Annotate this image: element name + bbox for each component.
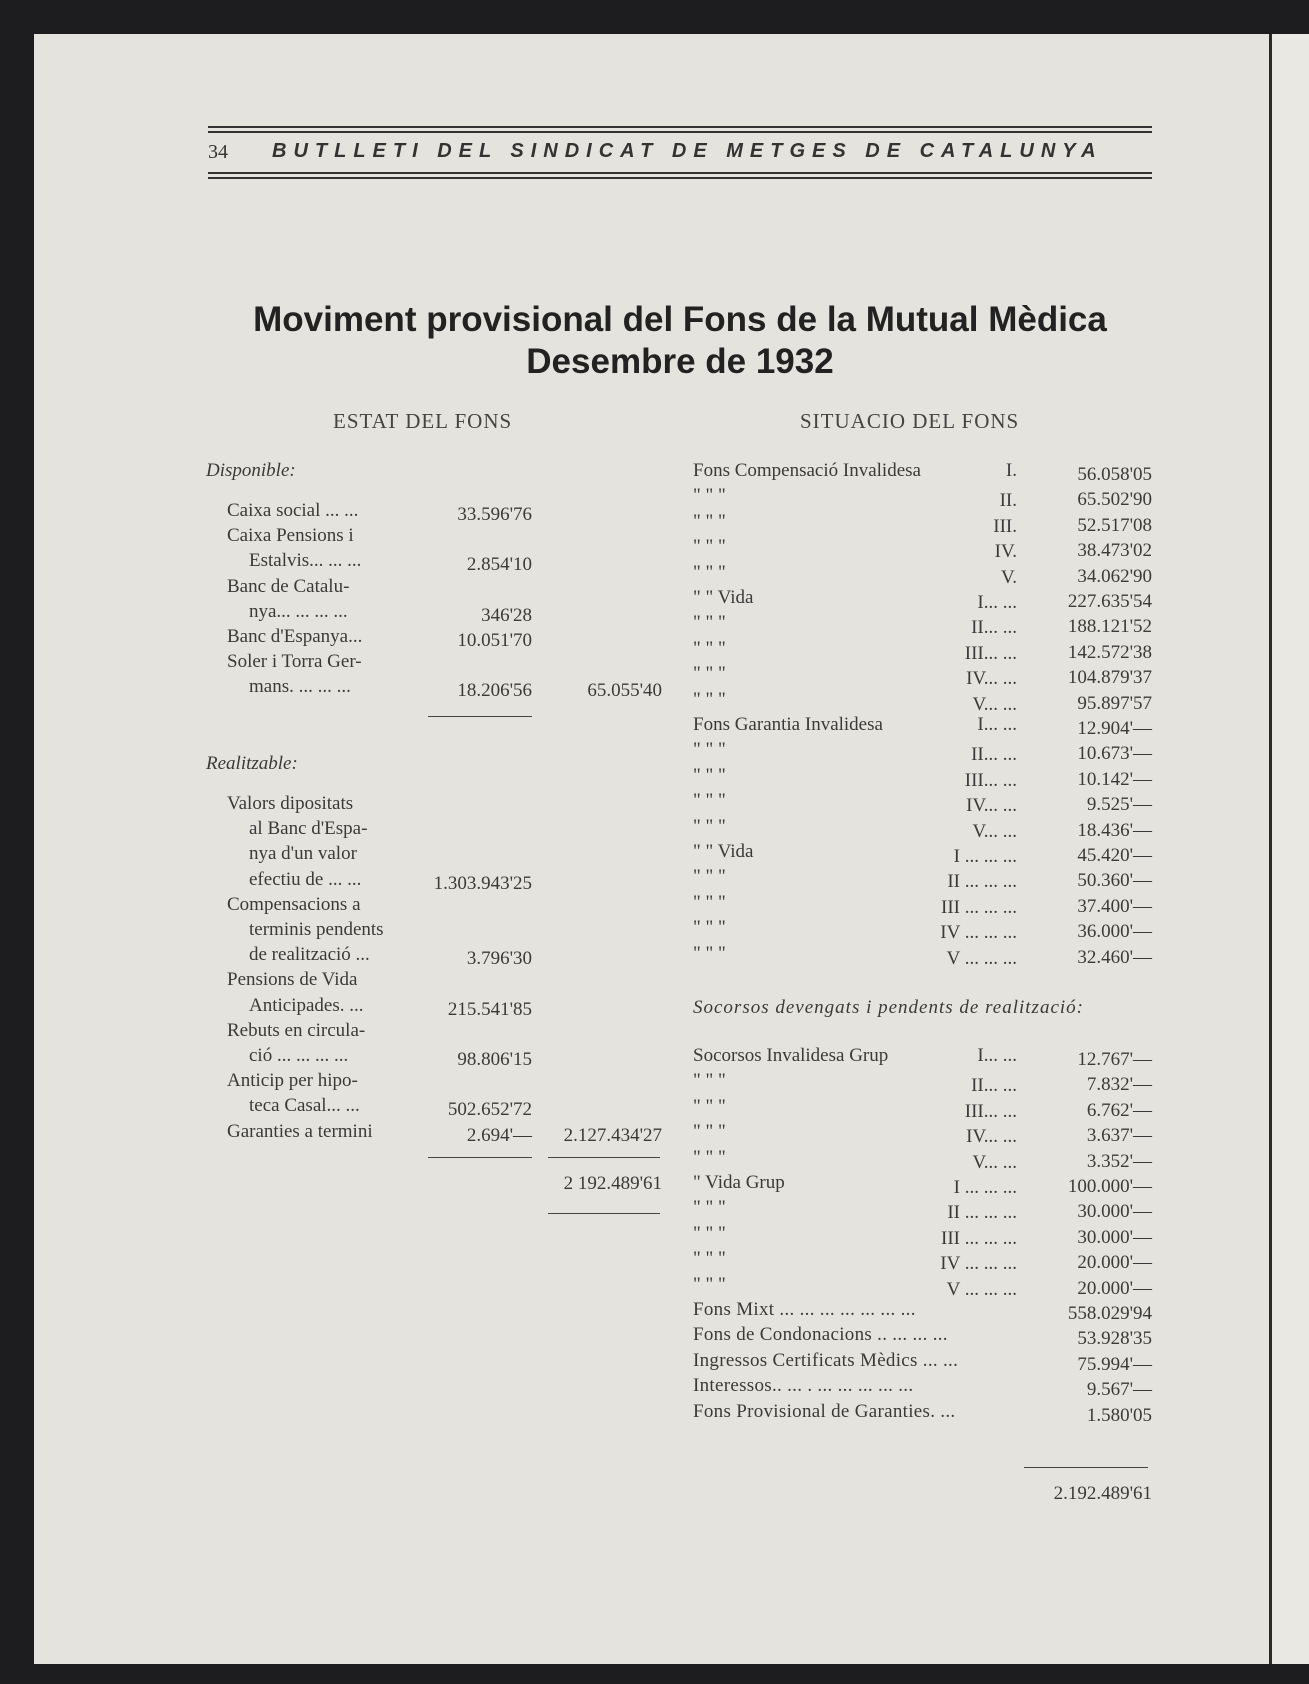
compensacio-row-name: Fons Compensació Invalidesa bbox=[693, 460, 921, 481]
asset-label: ció ... ... ... ... bbox=[249, 1045, 349, 1066]
garantia-row-name: " " " bbox=[693, 942, 726, 964]
book-spine bbox=[1269, 34, 1309, 1664]
altres-name: Fons Provisional de Garanties. ... bbox=[693, 1400, 956, 1422]
page-number: 34 bbox=[208, 141, 228, 163]
asset-value: 3.796'30 bbox=[466, 948, 532, 970]
garantia-row-grade: II... ... bbox=[971, 744, 1017, 766]
socorsos-row-name: " " " bbox=[693, 1222, 726, 1244]
garantia-row-name: " " " bbox=[693, 815, 726, 837]
garantia-row-grade: I ... ... ... bbox=[953, 846, 1017, 867]
journal-title: BUTLLETI DEL SINDICAT DE METGES DE CATALUNYA bbox=[272, 140, 1103, 162]
compensacio-row-grade: IV. bbox=[994, 541, 1017, 563]
garantia-row-name: " " Vida bbox=[693, 841, 754, 862]
garantia-row-name: " " " bbox=[693, 790, 726, 812]
compensacio-row-grade: V... ... bbox=[972, 693, 1017, 715]
garantia-row-value: 10.673'— bbox=[1077, 743, 1152, 765]
socorsos-row-name: " " " bbox=[693, 1095, 726, 1117]
socorsos-row-name: " " " bbox=[693, 1273, 726, 1295]
compensacio-row-value: 142.572'38 bbox=[1067, 641, 1152, 663]
asset-value: 502.652'72 bbox=[447, 1099, 532, 1121]
garantia-row-value: 9.525'— bbox=[1086, 794, 1152, 816]
socorsos-row-name: " " " bbox=[693, 1121, 726, 1143]
compensacio-row-value: 188.121'52 bbox=[1067, 616, 1152, 638]
asset-value: 215.541'85 bbox=[447, 998, 532, 1020]
asset-label: Banc d'Espanya... bbox=[227, 626, 363, 647]
socorsos-row-grade: V ... ... ... bbox=[946, 1278, 1017, 1300]
asset-value: 2.694'— bbox=[466, 1124, 532, 1146]
socorsos-row-name: " " " bbox=[693, 1146, 726, 1168]
asset-label: terminis pendents bbox=[249, 919, 384, 940]
altres-value: 1.580'05 bbox=[1086, 1404, 1152, 1426]
compensacio-row-name: " " " bbox=[693, 637, 726, 659]
socorsos-row-grade: IV... ... bbox=[966, 1126, 1017, 1148]
asset-value: 2.854'10 bbox=[466, 554, 532, 576]
socorsos-row-name: " " " bbox=[693, 1197, 726, 1219]
situacio-total: 2.192.489'61 bbox=[1053, 1483, 1152, 1504]
socorsos-row-value: 3.637'— bbox=[1086, 1125, 1152, 1147]
realitzable-rule-1 bbox=[428, 1157, 532, 1158]
garantia-row-value: 37.400'— bbox=[1077, 895, 1152, 917]
asset-value: 10.051'70 bbox=[457, 630, 532, 651]
socorsos-row-value: 3.352'— bbox=[1086, 1150, 1152, 1172]
socorsos-row-value: 30.000'— bbox=[1077, 1226, 1152, 1248]
garantia-row-grade: V ... ... ... bbox=[946, 947, 1017, 969]
garantia-row-value: 10.142'— bbox=[1077, 768, 1152, 790]
socorsos-row-name: " " " bbox=[693, 1070, 726, 1092]
compensacio-row-grade: I. bbox=[1005, 460, 1017, 481]
journal-header bbox=[208, 126, 1152, 186]
compensacio-row-value: 95.897'57 bbox=[1077, 692, 1152, 714]
socorsos-row-grade: I... ... bbox=[977, 1045, 1017, 1066]
asset-value: 1.303.943'25 bbox=[433, 872, 532, 894]
asset-label: Banc de Catalu- bbox=[227, 575, 350, 597]
compensacio-row-name: " " " bbox=[693, 536, 726, 558]
asset-value: 346'28 bbox=[481, 604, 532, 626]
compensacio-row-grade: IV... ... bbox=[966, 668, 1017, 690]
garantia-row-value: 32.460'— bbox=[1077, 946, 1152, 968]
compensacio-row-grade: III. bbox=[993, 515, 1017, 537]
garantia-row-value: 36.000'— bbox=[1077, 921, 1152, 943]
garantia-row-value: 12.904'— bbox=[1077, 718, 1152, 739]
compensacio-row-name: " " " bbox=[693, 688, 726, 710]
altres-value: 558.029'94 bbox=[1067, 1303, 1152, 1324]
asset-label: Caixa Pensions i bbox=[227, 525, 354, 547]
asset-value: 18.206'56 bbox=[457, 680, 532, 702]
estat-grand-total: 2 192.489'61 bbox=[563, 1172, 662, 1194]
disponible-heading: Disponible: bbox=[206, 460, 296, 481]
compensacio-row-grade: V. bbox=[1000, 566, 1017, 588]
disponible-rule bbox=[428, 716, 532, 717]
asset-label: Rebuts en circula- bbox=[227, 1019, 366, 1041]
socorsos-row-grade: I ... ... ... bbox=[953, 1177, 1017, 1198]
garantia-row-name: " " " bbox=[693, 764, 726, 786]
socorsos-row-value: 100.000'— bbox=[1067, 1176, 1152, 1197]
garantia-row-name: Fons Garantia Invalidesa bbox=[693, 714, 883, 735]
altres-name: Interessos.. ... . ... ... ... ... ... bbox=[693, 1375, 914, 1397]
situacio-total-rule bbox=[1024, 1467, 1148, 1468]
garantia-row-grade: IV... ... bbox=[966, 795, 1017, 817]
garantia-row-value: 50.360'— bbox=[1077, 870, 1152, 892]
asset-label: Caixa social ... ... bbox=[227, 500, 359, 521]
socorsos-row-value: 6.762'— bbox=[1086, 1099, 1152, 1121]
compensacio-row-value: 38.473'02 bbox=[1077, 540, 1152, 562]
asset-label: de realització ... bbox=[249, 944, 370, 966]
asset-label: Pensions de Vida bbox=[227, 969, 358, 991]
compensacio-row-value: 52.517'08 bbox=[1077, 514, 1152, 536]
socorsos-row-grade: V... ... bbox=[972, 1151, 1017, 1173]
asset-label: Garanties a termini bbox=[227, 1120, 373, 1142]
altres-value: 75.994'— bbox=[1077, 1353, 1152, 1375]
socorsos-row-name: " " " bbox=[693, 1248, 726, 1270]
asset-label: Soler i Torra Ger- bbox=[227, 651, 362, 673]
socorsos-row-value: 12.767'— bbox=[1077, 1049, 1152, 1070]
compensacio-row-name: " " " bbox=[693, 485, 726, 507]
garantia-row-grade: III... ... bbox=[964, 769, 1017, 791]
garantia-row-value: 18.436'— bbox=[1077, 819, 1152, 841]
garantia-row-name: " " " bbox=[693, 739, 726, 761]
compensacio-row-grade: II. bbox=[999, 490, 1017, 512]
asset-label: Compensacions a bbox=[227, 893, 361, 915]
page-subtitle: Desembre de 1932 bbox=[526, 342, 834, 381]
compensacio-row-value: 56.058'05 bbox=[1077, 464, 1152, 485]
compensacio-row-grade: II... ... bbox=[971, 617, 1017, 639]
socorsos-row-value: 7.832'— bbox=[1086, 1074, 1152, 1096]
asset-value: 98.806'15 bbox=[457, 1049, 532, 1070]
compensacio-row-name: " " " bbox=[693, 561, 726, 583]
compensacio-row-value: 227.635'54 bbox=[1067, 591, 1152, 612]
compensacio-row-name: " " " bbox=[693, 510, 726, 532]
compensacio-row-grade: I... ... bbox=[977, 592, 1017, 613]
asset-label: Estalvis... ... ... bbox=[249, 550, 362, 572]
altres-value: 53.928'35 bbox=[1077, 1328, 1152, 1350]
asset-value: 33.596'76 bbox=[457, 504, 532, 525]
garantia-row-grade: I... ... bbox=[977, 714, 1017, 735]
socorsos-row-value: 30.000'— bbox=[1077, 1201, 1152, 1223]
altres-name: Ingressos Certificats Mèdics ... ... bbox=[693, 1349, 959, 1371]
garantia-row-name: " " " bbox=[693, 866, 726, 888]
compensacio-row-value: 104.879'37 bbox=[1067, 667, 1152, 689]
garantia-row-grade: IV ... ... ... bbox=[940, 922, 1017, 944]
realitzable-rule-2 bbox=[548, 1157, 660, 1158]
asset-label: teca Casal... ... bbox=[249, 1095, 360, 1117]
asset-label: mans. ... ... ... bbox=[249, 676, 351, 698]
socorsos-row-grade: IV ... ... ... bbox=[940, 1253, 1017, 1275]
asset-label: Anticip per hipo- bbox=[227, 1070, 358, 1092]
page-title: Moviment provisional del Fons de la Mutual Mèdica bbox=[253, 300, 1107, 339]
socorsos-row-grade: III... ... bbox=[964, 1100, 1017, 1122]
socorsos-row-grade: III ... ... ... bbox=[941, 1227, 1017, 1249]
realitzable-total: 2.127.434'27 bbox=[563, 1124, 662, 1146]
situacio-heading: SITUACIO DEL FONS bbox=[800, 409, 1020, 433]
realitzable-heading: Realitzable: bbox=[206, 753, 298, 774]
asset-label: nya d'un valor bbox=[249, 843, 357, 865]
socorsos-row-value: 20.000'— bbox=[1077, 1277, 1152, 1299]
garantia-row-grade: V... ... bbox=[972, 820, 1017, 842]
compensacio-row-name: " " Vida bbox=[693, 587, 754, 608]
asset-label: nya... ... ... ... bbox=[249, 600, 348, 622]
compensacio-row-grade: III... ... bbox=[964, 642, 1017, 664]
asset-label: efectiu de ... ... bbox=[249, 868, 362, 890]
asset-label: al Banc d'Espa- bbox=[249, 818, 368, 840]
garantia-row-grade: III ... ... ... bbox=[941, 896, 1017, 918]
garantia-row-name: " " " bbox=[693, 891, 726, 913]
compensacio-row-value: 34.062'90 bbox=[1077, 565, 1152, 587]
grand-total-rule bbox=[548, 1213, 660, 1214]
disponible-total: 65.055'40 bbox=[587, 680, 662, 702]
garantia-row-grade: II ... ... ... bbox=[947, 871, 1017, 893]
garantia-row-value: 45.420'— bbox=[1077, 845, 1152, 866]
compensacio-row-value: 65.502'90 bbox=[1077, 489, 1152, 511]
socorsos-row-value: 20.000'— bbox=[1077, 1252, 1152, 1274]
compensacio-row-name: " " " bbox=[693, 612, 726, 634]
asset-label: Anticipades. ... bbox=[249, 994, 364, 1016]
altres-name: Fons Mixt ... ... ... ... ... ... ... bbox=[693, 1299, 916, 1320]
socorsos-heading: Socorsos devengats i pendents de realització: bbox=[693, 997, 1084, 1018]
asset-label: Valors dipositats bbox=[227, 793, 354, 814]
estat-heading: ESTAT DEL FONS bbox=[333, 409, 513, 433]
socorsos-row-name: " Vida Grup bbox=[693, 1172, 785, 1193]
compensacio-row-name: " " " bbox=[693, 663, 726, 685]
altres-name: Fons de Condonacions .. ... ... ... bbox=[693, 1324, 948, 1346]
socorsos-row-grade: II... ... bbox=[971, 1075, 1017, 1097]
socorsos-row-name: Socorsos Invalidesa Grup bbox=[693, 1045, 889, 1066]
altres-value: 9.567'— bbox=[1086, 1379, 1152, 1401]
garantia-row-name: " " " bbox=[693, 917, 726, 939]
socorsos-row-grade: II ... ... ... bbox=[947, 1202, 1017, 1224]
